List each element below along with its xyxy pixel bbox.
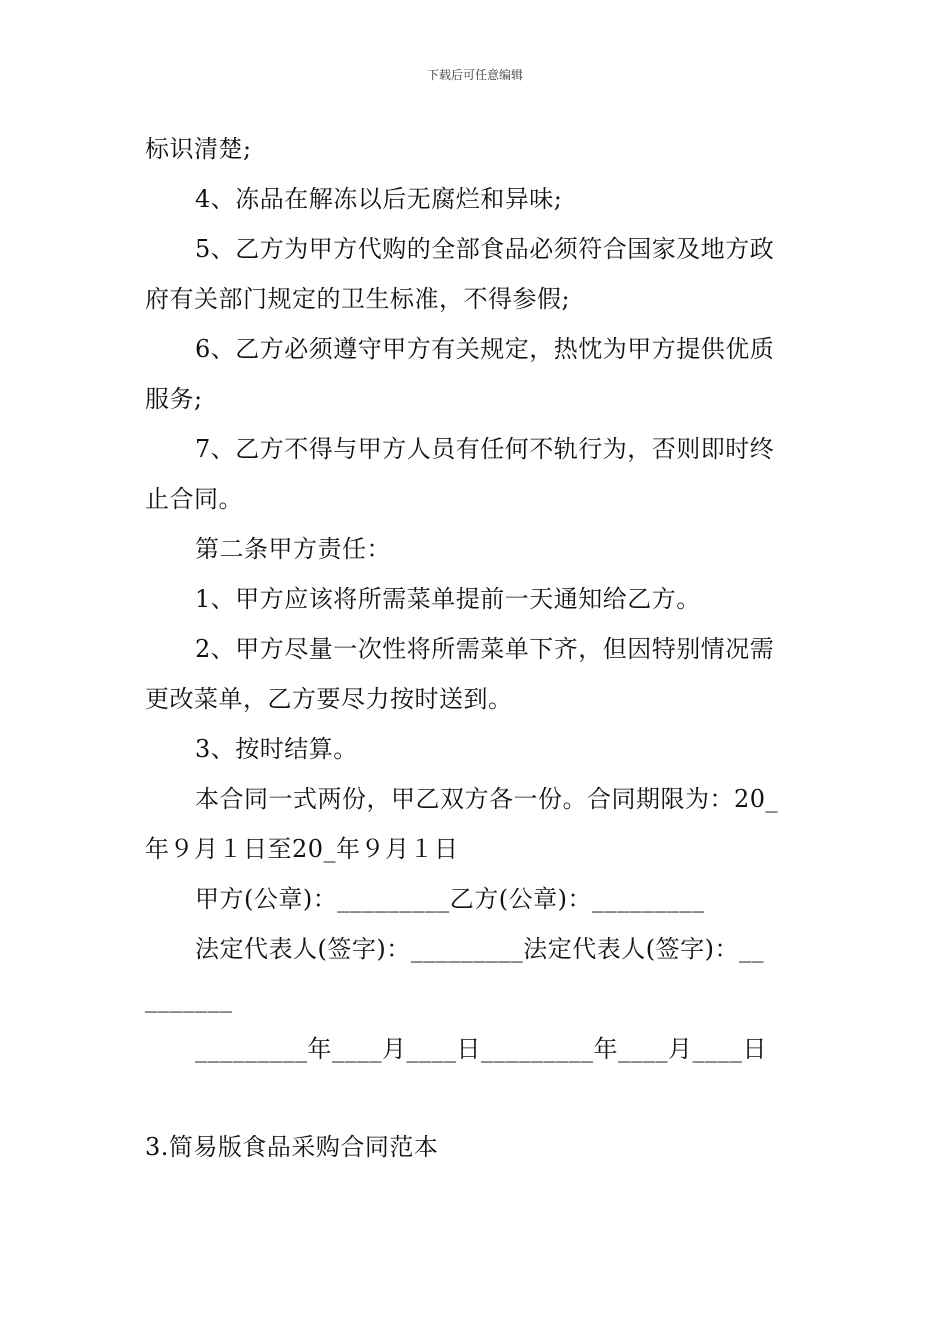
contract-term-line-2: 年９月１日至20_年９月１日 bbox=[145, 835, 459, 863]
party-a-item-3: 3、按时结算。 bbox=[195, 735, 358, 763]
signature-line-2: _______ bbox=[145, 985, 233, 1013]
signature-line-1: 法定代表人(签字)：_________法定代表人(签字)：__ bbox=[195, 935, 764, 963]
seal-line: 甲方(公章)：_________乙方(公章)：_________ bbox=[195, 885, 705, 913]
contract-term-line-1: 本合同一式两份，甲乙双方各一份。合同期限为：20_ bbox=[195, 785, 779, 813]
item-5-line-1: 5、乙方为甲方代购的全部食品必须符合国家及地方政 bbox=[195, 235, 775, 263]
item-6-line-2: 服务; bbox=[145, 385, 203, 413]
party-a-item-2-line-2: 更改菜单，乙方要尽力按时送到。 bbox=[145, 685, 513, 713]
item-4-line: 4、冻品在解冻以后无腐烂和异味; bbox=[195, 185, 563, 213]
item-5-line-2: 府有关部门规定的卫生标准，不得参假; bbox=[145, 285, 571, 313]
page-header: 下载后可任意编辑 bbox=[426, 68, 523, 82]
party-a-item-2-line-1: 2、甲方尽量一次性将所需菜单下齐，但因特别情况需 bbox=[195, 635, 775, 663]
item-7-line-1: 7、乙方不得与甲方人员有任何不轨行为，否则即时终 bbox=[195, 435, 775, 463]
item-6-line-1: 6、乙方必须遵守甲方有关规定，热忱为甲方提供优质 bbox=[195, 335, 775, 363]
item-7-line-2: 止合同。 bbox=[145, 485, 243, 513]
party-a-item-1: 1、甲方应该将所需菜单提前一天通知给乙方。 bbox=[195, 585, 701, 613]
article-2-heading: 第二条甲方责任： bbox=[195, 535, 391, 563]
section-title: 3.简易版食品采购合同范本 bbox=[145, 1133, 439, 1161]
text-line-1: 标识清楚; bbox=[145, 135, 252, 163]
date-line: _________年____月____日_________年____月____日 bbox=[195, 1035, 767, 1063]
